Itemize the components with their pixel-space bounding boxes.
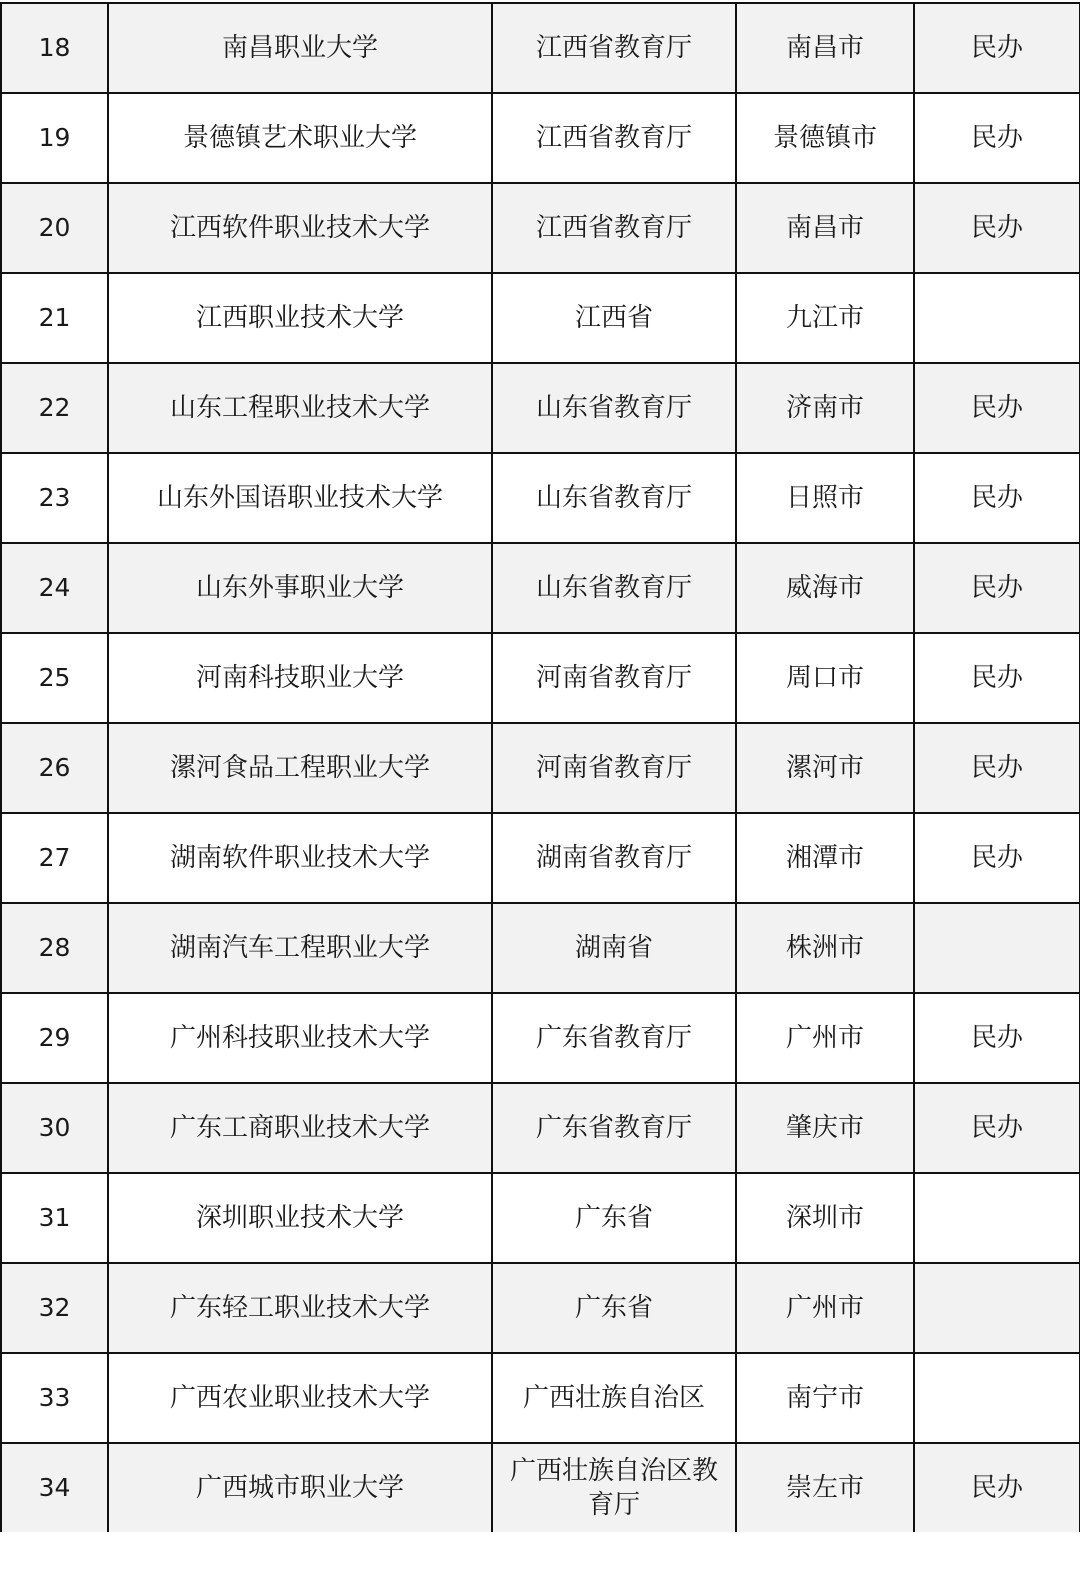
table-row <box>1 183 1080 273</box>
cell-school-type: 民办 <box>914 93 1080 183</box>
cell-competent-authority: 江西省教育厅 <box>492 183 736 273</box>
cell-university-name: 景德镇艺术职业大学 <box>108 93 492 183</box>
cell-row-number: 18 <box>1 3 108 93</box>
cell-city: 湘潭市 <box>736 813 914 903</box>
table-row <box>1 633 1080 723</box>
cell-school-type <box>914 1353 1080 1443</box>
table-row <box>1 813 1080 903</box>
university-table <box>0 2 1080 1532</box>
cell-city: 南昌市 <box>736 3 914 93</box>
cell-competent-authority: 山东省教育厅 <box>492 543 736 633</box>
cell-row-number: 29 <box>1 993 108 1083</box>
cell-university-name: 江西软件职业技术大学 <box>108 183 492 273</box>
cell-row-number: 30 <box>1 1083 108 1173</box>
cell-university-name: 广州科技职业技术大学 <box>108 993 492 1083</box>
table-row <box>1 363 1080 453</box>
cell-city: 南昌市 <box>736 183 914 273</box>
cell-university-name: 山东外国语职业技术大学 <box>108 453 492 543</box>
cell-row-number: 24 <box>1 543 108 633</box>
cell-competent-authority: 山东省教育厅 <box>492 363 736 453</box>
table-row <box>1 93 1080 183</box>
cell-row-number: 25 <box>1 633 108 723</box>
table-body <box>1 3 1080 1532</box>
cell-city: 九江市 <box>736 273 914 363</box>
cell-university-name: 广西农业职业技术大学 <box>108 1353 492 1443</box>
cell-school-type <box>914 273 1080 363</box>
table-row <box>1 543 1080 633</box>
cell-row-number: 22 <box>1 363 108 453</box>
cell-university-name: 广东轻工职业技术大学 <box>108 1263 492 1353</box>
cell-competent-authority: 江西省教育厅 <box>492 93 736 183</box>
cell-city: 深圳市 <box>736 1173 914 1263</box>
cell-row-number: 26 <box>1 723 108 813</box>
cell-university-name: 漯河食品工程职业大学 <box>108 723 492 813</box>
cell-competent-authority: 江西省教育厅 <box>492 3 736 93</box>
cell-competent-authority: 广西壮族自治区教育厅 <box>492 1443 736 1532</box>
cell-row-number: 34 <box>1 1443 108 1532</box>
cell-school-type: 民办 <box>914 3 1080 93</box>
table-row <box>1 1083 1080 1173</box>
cell-university-name: 山东外事职业大学 <box>108 543 492 633</box>
cell-university-name: 湖南软件职业技术大学 <box>108 813 492 903</box>
cell-city: 南宁市 <box>736 1353 914 1443</box>
cell-university-name: 山东工程职业技术大学 <box>108 363 492 453</box>
cell-university-name: 广东工商职业技术大学 <box>108 1083 492 1173</box>
table-row <box>1 723 1080 813</box>
cell-row-number: 19 <box>1 93 108 183</box>
cell-competent-authority: 广东省教育厅 <box>492 1083 736 1173</box>
cell-school-type: 民办 <box>914 1443 1080 1532</box>
cell-school-type <box>914 903 1080 993</box>
cell-school-type <box>914 1173 1080 1263</box>
cell-competent-authority: 湖南省 <box>492 903 736 993</box>
cell-city: 漯河市 <box>736 723 914 813</box>
cell-university-name: 河南科技职业大学 <box>108 633 492 723</box>
cell-city: 济南市 <box>736 363 914 453</box>
cell-university-name: 南昌职业大学 <box>108 3 492 93</box>
table-row <box>1 273 1080 363</box>
cell-school-type: 民办 <box>914 183 1080 273</box>
cell-city: 威海市 <box>736 543 914 633</box>
table-row <box>1 1173 1080 1263</box>
cell-school-type: 民办 <box>914 363 1080 453</box>
cell-competent-authority: 广东省教育厅 <box>492 993 736 1083</box>
cell-city: 株洲市 <box>736 903 914 993</box>
table-row <box>1 993 1080 1083</box>
table-row <box>1 903 1080 993</box>
cell-school-type <box>914 1263 1080 1353</box>
cell-competent-authority: 湖南省教育厅 <box>492 813 736 903</box>
cell-city: 日照市 <box>736 453 914 543</box>
cell-school-type: 民办 <box>914 813 1080 903</box>
cell-university-name: 江西职业技术大学 <box>108 273 492 363</box>
cell-competent-authority: 广西壮族自治区 <box>492 1353 736 1443</box>
cell-row-number: 27 <box>1 813 108 903</box>
cell-school-type: 民办 <box>914 1083 1080 1173</box>
cell-row-number: 33 <box>1 1353 108 1443</box>
cell-competent-authority: 江西省 <box>492 273 736 363</box>
cell-competent-authority: 广东省 <box>492 1263 736 1353</box>
table-row <box>1 1353 1080 1443</box>
cell-school-type: 民办 <box>914 543 1080 633</box>
table-row <box>1 1263 1080 1353</box>
cell-city: 景德镇市 <box>736 93 914 183</box>
table-row <box>1 453 1080 543</box>
cell-row-number: 20 <box>1 183 108 273</box>
cell-competent-authority: 广东省 <box>492 1173 736 1263</box>
cell-university-name: 广西城市职业大学 <box>108 1443 492 1532</box>
cell-city: 广州市 <box>736 993 914 1083</box>
table-row <box>1 1443 1080 1532</box>
cell-school-type: 民办 <box>914 453 1080 543</box>
cell-city: 肇庆市 <box>736 1083 914 1173</box>
cell-row-number: 32 <box>1 1263 108 1353</box>
cell-university-name: 湖南汽车工程职业大学 <box>108 903 492 993</box>
cell-city: 广州市 <box>736 1263 914 1353</box>
table-row <box>1 3 1080 93</box>
cell-competent-authority: 河南省教育厅 <box>492 723 736 813</box>
cell-row-number: 21 <box>1 273 108 363</box>
cell-row-number: 28 <box>1 903 108 993</box>
cell-row-number: 31 <box>1 1173 108 1263</box>
cell-school-type: 民办 <box>914 633 1080 723</box>
cell-university-name: 深圳职业技术大学 <box>108 1173 492 1263</box>
cell-school-type: 民办 <box>914 993 1080 1083</box>
cell-row-number: 23 <box>1 453 108 543</box>
cell-city: 周口市 <box>736 633 914 723</box>
cell-city: 崇左市 <box>736 1443 914 1532</box>
cell-competent-authority: 山东省教育厅 <box>492 453 736 543</box>
cell-competent-authority: 河南省教育厅 <box>492 633 736 723</box>
cell-school-type: 民办 <box>914 723 1080 813</box>
